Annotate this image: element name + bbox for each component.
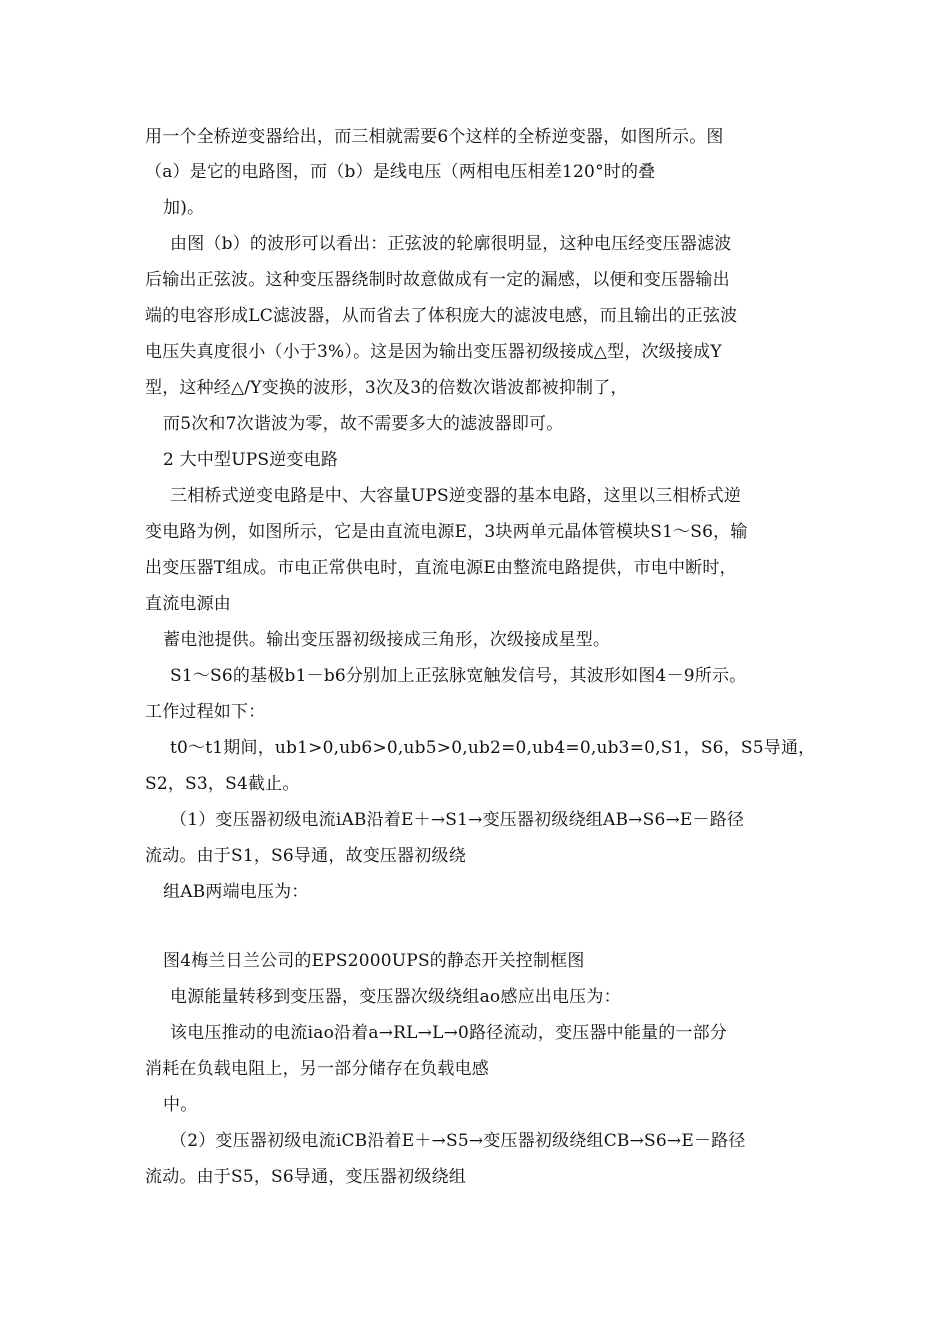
text-line-20: （1）变压器初级电流iAB沿着E＋→S1→变压器初级绕组AB→S6→E－路径 xyxy=(170,810,745,830)
text-line-1: 用一个全桥逆变器给出，而三相就需要6个这样的全桥逆变器，如图所示。图 xyxy=(145,127,724,147)
text-line-18: t0～t1期间，ub1>0,ub6>0,ub5>0,ub2=0,ub4=0,ub3=0,S1，S6，S5导通， xyxy=(170,738,816,758)
text-line-15: 蓄电池提供。输出变压器初级接成三角形，次级接成星型。 xyxy=(163,630,611,650)
text-line-13: 出变压器T组成。市电正常供电时，直流电源E由整流电路提供，市电中断时， xyxy=(145,558,737,578)
text-line-19: S2，S3，S4截止。 xyxy=(145,774,300,794)
text-line-9: 而5次和7次谐波为零，故不需要多大的滤波器即可。 xyxy=(163,414,564,434)
section-heading: 2 大中型UPS逆变电路 xyxy=(163,450,339,470)
text-line-12: 变电路为例，如图所示，它是由直流电源E，3块两单元晶体管模块S1～S6，输 xyxy=(145,522,748,542)
text-line-22: 组AB两端电压为： xyxy=(163,882,309,902)
text-line-14: 直流电源由 xyxy=(145,594,231,614)
text-line-26: 消耗在负载电阻上，另一部分储存在负载电感 xyxy=(145,1059,489,1079)
text-line-29: 流动。由于S5，S6导通，变压器初级绕组 xyxy=(145,1167,466,1187)
text-line-7: 电压失真度很小（小于3%）。这是因为输出变压器初级接成△型，次级接成Y xyxy=(145,342,722,362)
text-line-5: 后输出正弦波。这种变压器绕制时故意做成有一定的漏感，以便和变压器输出 xyxy=(145,270,730,290)
text-line-28: （2）变压器初级电流iCB沿着E＋→S5→变压器初级绕组CB→S6→E－路径 xyxy=(170,1131,746,1151)
text-line-25: 该电压推动的电流iao沿着a→RL→L→0路径流动，变压器中能量的一部分 xyxy=(170,1023,728,1043)
text-line-6: 端的电容形成LC滤波器，从而省去了体积庞大的滤波电感，而且输出的正弦波 xyxy=(145,306,738,326)
text-line-24: 电源能量转移到变压器，变压器次级绕组ao感应出电压为： xyxy=(170,987,621,1007)
text-line-27: 中。 xyxy=(163,1095,198,1115)
text-line-8: 型，这种经△/Y变换的波形，3次及3的倍数次谐波都被抑制了， xyxy=(145,378,628,398)
text-line-4: 由图（b）的波形可以看出：正弦波的轮廓很明显，这种电压经变压器滤波 xyxy=(170,234,732,254)
text-line-17: 工作过程如下： xyxy=(145,702,266,722)
text-line-11: 三相桥式逆变电路是中、大容量UPS逆变器的基本电路，这里以三相桥式逆 xyxy=(170,486,742,506)
figure-caption: 图4梅兰日兰公司的EPS2000UPS的静态开关控制框图 xyxy=(163,951,585,971)
text-line-16: S1～S6的基极b1－b6分别加上正弦脉宽触发信号，其波形如图4－9所示。 xyxy=(170,666,747,686)
text-line-3: 加)。 xyxy=(163,198,205,218)
text-line-21: 流动。由于S1，S6导通，故变压器初级绕 xyxy=(145,846,466,866)
text-line-2: （a）是它的电路图，而（b）是线电压（两相电压相差120°时的叠 xyxy=(145,162,656,182)
